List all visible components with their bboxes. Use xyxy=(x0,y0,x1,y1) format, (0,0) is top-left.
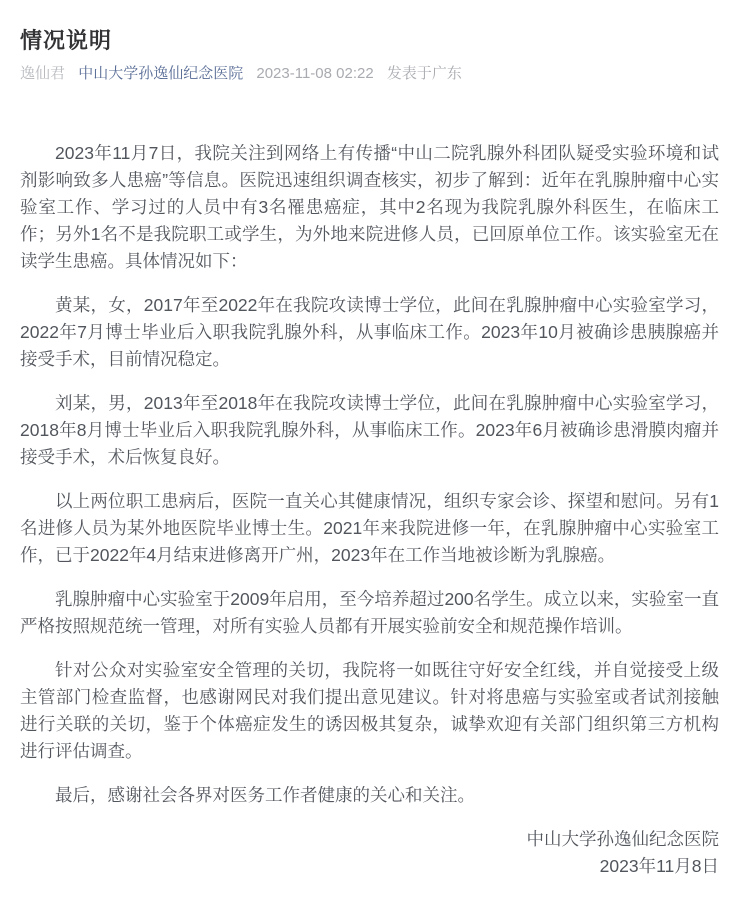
signature xyxy=(20,826,719,880)
byline xyxy=(20,64,719,84)
publish-time: 2023-11-08 02:22 xyxy=(256,65,374,82)
paragraph: 乳腺肿瘤中心实验室于2009年启用，至今培养超过200名学生。成立以来，实验室一直严格按照规范统一管理，对所有实验人员都有开展实验前安全和规范操作培训。 xyxy=(20,589,719,636)
paragraph: 黄某，女，2017年至2022年在我院攻读博士学位，此间在乳腺肿瘤中心实验室学习，2022年7月博士毕业后入职我院乳腺外科，从事临床工作。2023年10月被确诊患胰腺癌并接受手术，目前情况稳定。 xyxy=(20,295,719,369)
signature-line-hospital: 中山大学孙逸仙纪念医院 xyxy=(526,829,719,849)
paragraph: 以上两位职工患病后，医院一直关心其健康情况，组织专家会诊、探望和慰问。另有1名进修人员为某外地医院毕业博士生。2021年来我院进修一年，在乳腺肿瘤中心实验室工作，已于2022年4月结束进修离开广州，2023年在工作当地被诊断为乳腺癌。 xyxy=(20,491,719,565)
page-title: 情况说明 xyxy=(20,28,113,53)
author-name: 逸仙君 xyxy=(20,65,66,82)
paragraph: 2023年11月7日，我院关注到网络上有传播“中山二院乳腺外科团队疑受实验环境和试剂影响致多人患癌”等信息。医院迅速组织调查核实，初步了解到：近年在乳腺肿瘤中心实验室工作、学习过的人员中有3名罹患癌症，其中2名现为我院乳腺外科医生，在临床工作；另外1名不是我院职工或学生，为外地来院进修人员，已回原单位工作。该实验室无在读学生患癌。具体情况如下： xyxy=(20,143,719,271)
signature-line-date: 2023年11月8日 xyxy=(599,856,719,876)
paragraph: 针对公众对实验室安全管理的关切，我院将一如既往守好安全红线，并自觉接受上级主管部门检查监督，也感谢网民对我们提出意见建议。针对将患癌与实验室或者试剂接触进行关联的关切，鉴于个体癌症发生的诱因极其复杂，诚挚欢迎有关部门组织第三方机构进行评估调查。 xyxy=(20,660,719,761)
publish-location: 发表于广东 xyxy=(386,65,462,82)
account-link[interactable]: 中山大学孙逸仙纪念医院 xyxy=(78,65,244,82)
paragraph: 最后，感谢社会各界对医务工作者健康的关心和关注。 xyxy=(55,785,475,805)
paragraph: 刘某，男，2013年至2018年在我院攻读博士学位，此间在乳腺肿瘤中心实验室学习，2018年8月博士毕业后入职我院乳腺外科，从事临床工作。2023年6月被确诊患滑膜肉瘤并接受手术，术后恢复良好。 xyxy=(20,393,719,467)
article-body xyxy=(20,140,719,880)
